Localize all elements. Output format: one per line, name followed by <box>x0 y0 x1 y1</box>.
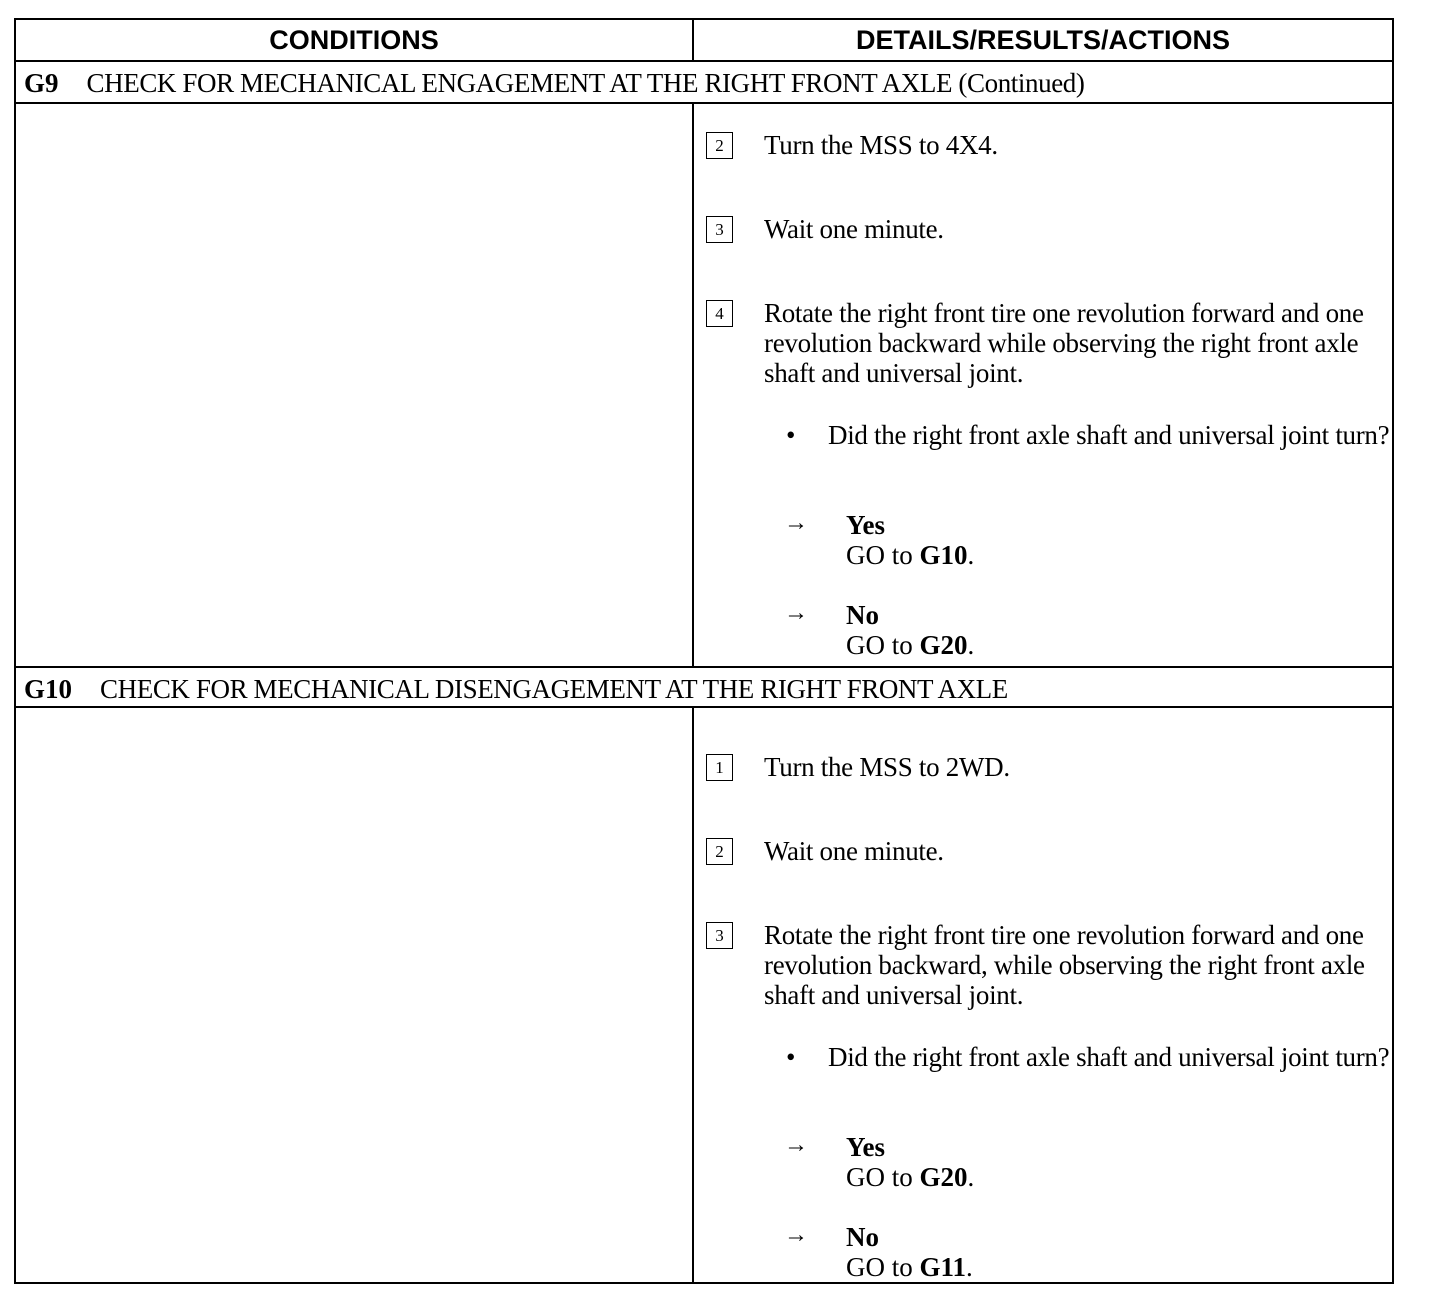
step-text: Rotate the right front tire one revolution forward and one revolution backward while observing the right front axle shaft and universal joint. <box>764 298 1364 388</box>
goto-target-link: G11 <box>919 1252 967 1282</box>
result-label: No <box>846 600 879 630</box>
question-text: Did the right front axle shaft and universal joint turn? <box>828 420 1390 450</box>
step-number-box: 2 <box>706 132 733 159</box>
arrow-right-icon: → <box>784 510 808 536</box>
bullet-icon: • <box>786 1042 796 1072</box>
conditions-column-header: CONDITIONS <box>16 20 694 60</box>
question-text: Did the right front axle shaft and universal joint turn? <box>828 1042 1390 1072</box>
step-number-box: 1 <box>706 754 733 781</box>
step-number-box: 3 <box>706 216 733 243</box>
details-column-header: DETAILS/RESULTS/ACTIONS <box>855 25 1230 55</box>
section-code: G10 <box>24 674 73 704</box>
step-text: Wait one minute. <box>764 836 944 866</box>
step-number-box: 4 <box>706 300 733 327</box>
result-goto: GO to G10. <box>846 540 975 570</box>
result-goto: GO to G20. <box>846 1162 975 1192</box>
step-text: Rotate the right front tire one revolution forward and one revolution backward, while observing the right front axle shaft and universal joint. <box>764 920 1365 1010</box>
section-heading: CHECK FOR MECHANICAL DISENGAGEMENT AT THE RIGHT FRONT AXLE <box>100 674 1008 704</box>
step-text: Wait one minute. <box>764 214 944 244</box>
table-header-row <box>16 20 1392 62</box>
arrow-right-icon: → <box>784 1132 808 1158</box>
result-label: Yes <box>846 510 885 540</box>
arrow-right-icon: → <box>784 1222 808 1248</box>
step-text: Turn the MSS to 2WD. <box>764 752 1010 782</box>
section-body-g10 <box>16 708 1392 1282</box>
goto-target-link: G10 <box>919 540 968 570</box>
step-text: Turn the MSS to 4X4. <box>764 130 998 160</box>
goto-target-link: G20 <box>919 630 968 660</box>
step-number-box: 2 <box>706 838 733 865</box>
section-code: G9 <box>24 68 59 98</box>
result-goto: GO to G20. <box>846 630 975 660</box>
column-divider <box>692 708 694 1282</box>
diagnostic-table <box>14 18 1394 1284</box>
section-heading: CHECK FOR MECHANICAL ENGAGEMENT AT THE RIGHT FRONT AXLE (Continued) <box>86 68 1085 98</box>
section-title-g9 <box>16 62 1392 104</box>
result-label: No <box>846 1222 879 1252</box>
column-divider <box>692 104 694 666</box>
arrow-right-icon: → <box>784 600 808 626</box>
result-goto: GO to G11. <box>846 1252 973 1282</box>
bullet-icon: • <box>786 420 796 450</box>
goto-target-link: G20 <box>919 1162 968 1192</box>
section-title-g10 <box>16 666 1392 708</box>
step-number-box: 3 <box>706 922 733 949</box>
result-label: Yes <box>846 1132 885 1162</box>
section-body-g9 <box>16 104 1392 666</box>
